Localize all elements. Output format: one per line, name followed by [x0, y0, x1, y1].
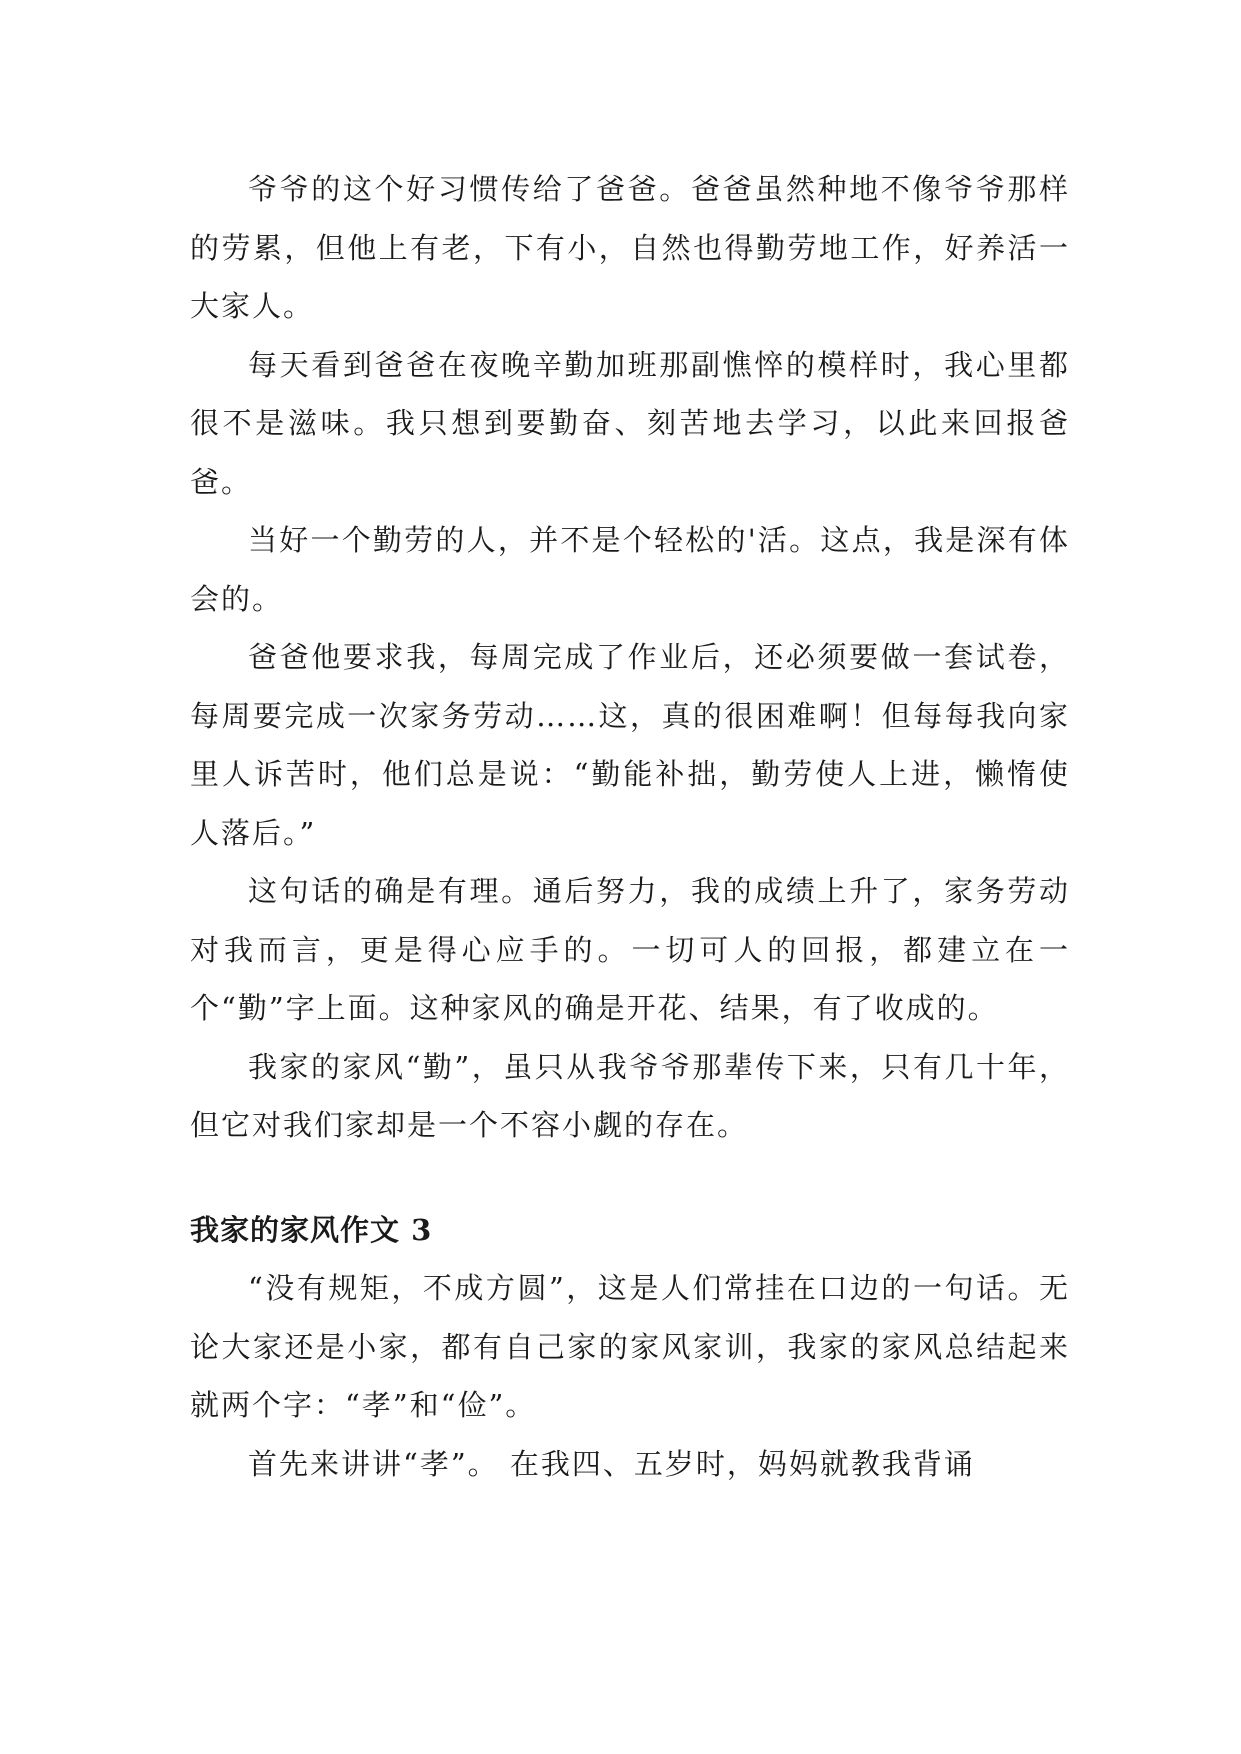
- document-body: [190, 160, 1070, 1493]
- paragraph: 这句话的确是有理。通后努力，我的成绩上升了，家务劳动对我而言，更是得心应手的。一切可人的回报，都建立在一个“勤”字上面。这种家风的确是开花、结果，有了收成的。: [190, 874, 1070, 1025]
- paragraph: 爸爸他要求我，每周完成了作业后，还必须要做一套试卷，每周要完成一次家务劳动……这，真的很困难啊！但每每我向家里人诉苦时，他们总是说：“勤能补拙，勤劳使人上进，懒惰使人落后。”: [190, 640, 1070, 850]
- paragraph: “没有规矩，不成方圆”，这是人们常挂在口边的一句话。无论大家还是小家，都有自己家的家风家训，我家的家风总结起来就两个字：“孝”和“俭”。: [190, 1271, 1070, 1422]
- paragraph: 每天看到爸爸在夜晚辛勤加班那副憔悴的模样时，我心里都很不是滋味。我只想到要勤奋、刻苦地去学习，以此来回报爸爸。: [190, 347, 1070, 499]
- paragraph: 我家的家风“勤”，虽只从我爷爷那辈传下来，只有几十年，但它对我们家却是一个不容小觑的存在。: [190, 1049, 1070, 1142]
- paragraph: 首先来讲讲“孝”。 在我四、五岁时，妈妈就教我背诵: [248, 1446, 975, 1481]
- section-heading: 我家的家风作文 3: [190, 1212, 433, 1247]
- paragraph: 当好一个勤劳的人，并不是个轻松的'活。这点，我是深有体会的。: [190, 523, 1070, 616]
- paragraph: 爷爷的这个好习惯传给了爸爸。爸爸虽然种地不像爷爷那样的劳累，但他上有老，下有小，自然也得勤劳地工作，好养活一大家人。: [190, 172, 1070, 323]
